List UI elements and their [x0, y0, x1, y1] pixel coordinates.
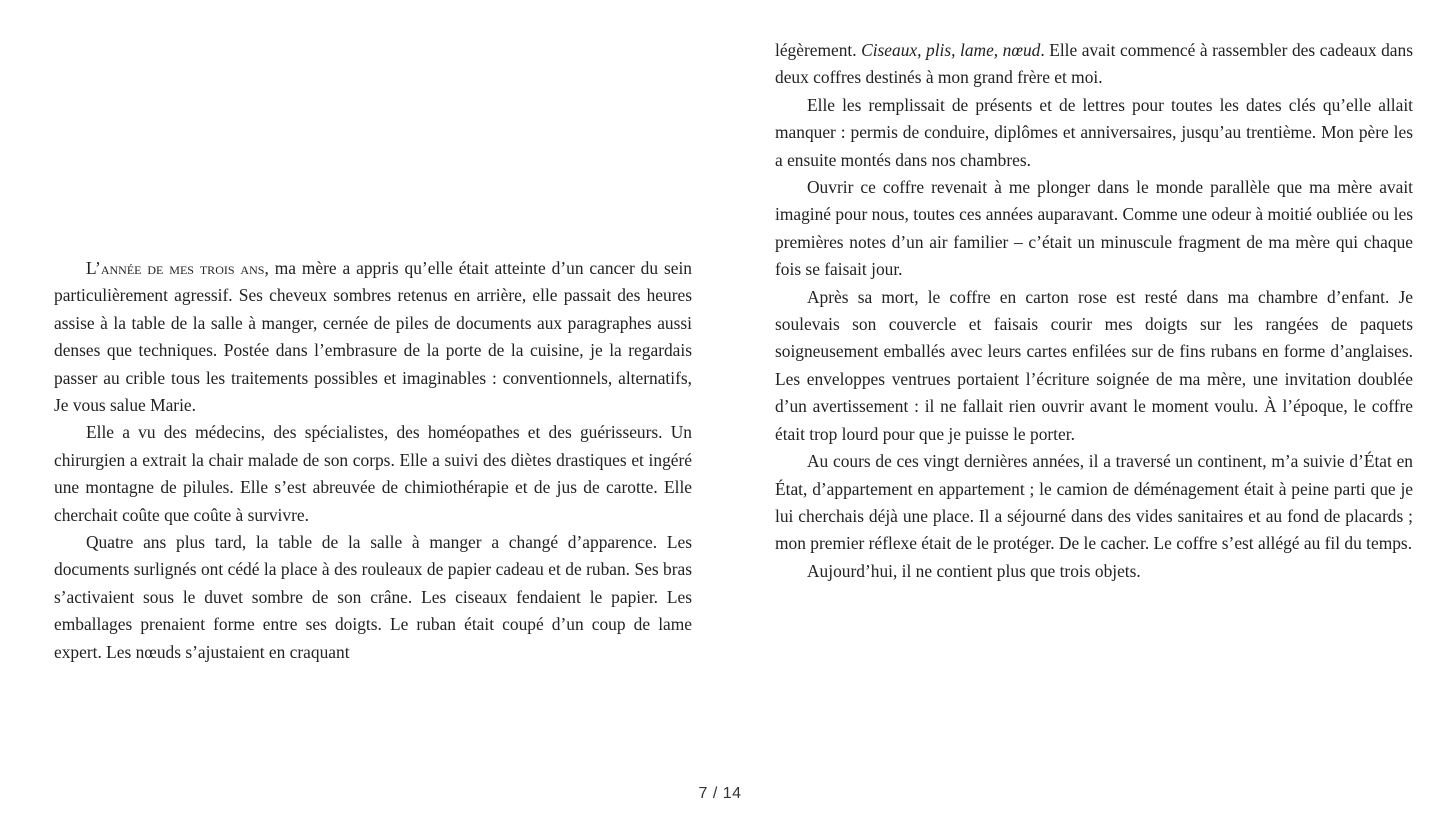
- italic-text: Ciseaux, plis, lame, nœud: [861, 40, 1041, 60]
- left-page: [54, 255, 692, 666]
- paragraph-text: , ma mère a appris qu’elle était atteinte d’un cancer du sein particulièrement agressif. Ses cheveux sombres retenus en arrière, elle passait des heures assise à la table de la salle à manger, cernée de piles de documents aux paragraphes aussi denses que techniques. Postée dans l’embrasure de la porte de la cuisine, je la regardais passer au crible tous les traitements possibles et imaginables : conventionnels, alternatifs, Je vous salue Marie.: [54, 258, 692, 416]
- paragraph-text: . Elle avait commencé à rassembler des cadeaux dans deux coffres destinés à mon grand frère et moi.: [775, 40, 1413, 88]
- paragraph: Au cours de ces vingt dernières années, il a traversé un continent, m’a suivie d’État en État, d’appartement en appartement ; le camion de déménagement était à peine parti que je lui cherchais déjà une place. Il a séjourné dans des vides sanitaires et au fond de placards ; mon premier réflexe était de le protéger. De le cacher. Le coffre s’est allégé au fil du temps.: [775, 451, 1413, 554]
- right-page: [775, 37, 1413, 585]
- paragraph: Après sa mort, le coffre en carton rose est resté dans ma chambre d’enfant. Je soulevais son couvercle et faisais courir mes doigts sur les rangées de paquets soigneusement emballés avec leurs cartes enfilées sur de fins rubans en forme d’anglaises. Les enveloppes ventrues portaient l’écriture soignée de ma mère, une invitation doublée d’un avertissement : il ne fallait rien ouvrir avant le moment voulu. À l’époque, le coffre était trop lourd pour que je puisse le porter.: [775, 286, 1413, 444]
- paragraph: Elle les remplissait de présents et de lettres pour toutes les dates clés qu’elle allait manquer : permis de conduire, diplômes et anniversaires, jusqu’au trentième. Mon père les a ensuite montés dans nos chambres.: [775, 94, 1413, 170]
- paragraph: Ouvrir ce coffre revenait à me plonger dans le monde parallèle que ma mère avait imaginé pour nous, toutes ces années auparavant. Comme une odeur à moitié oubliée ou les premières notes d’un air familier – c’était un minuscule fragment de ma mère qui chaque fois se faisait jour.: [775, 177, 1413, 280]
- paragraph-text: légèrement.: [775, 40, 862, 60]
- paragraph: [775, 37, 1413, 92]
- paragraph: [54, 255, 692, 419]
- paragraph: Elle a vu des médecins, des spécialistes, des homéopathes et des guérisseurs. Un chirurgien a extrait la chair malade de son corps. Elle a suivi des diètes drastiques et ingéré une montagne de pilules. Elle s’est abreuvée de chimiothérapie et de jus de carotte. Elle cherchait coûte que coûte à survivre.: [54, 422, 692, 525]
- page-indicator: 7 / 14: [698, 785, 742, 802]
- chapter-opening: L’année de mes trois ans: [86, 258, 265, 278]
- paragraph: Aujourd’hui, il ne contient plus que trois objets.: [807, 560, 1141, 581]
- paragraph: Quatre ans plus tard, la table de la salle à manger a changé d’apparence. Les documents surlignés ont cédé la place à des rouleaux de papier cadeau et de ruban. Ses bras s’activaient sous le duvet sombre de son crâne. Les ciseaux fendaient le papier. Les emballages prenaient forme entre ses doigts. Le ruban était coupé d’un coup de lame expert. Les nœuds s’ajustaient en craquant: [54, 532, 692, 662]
